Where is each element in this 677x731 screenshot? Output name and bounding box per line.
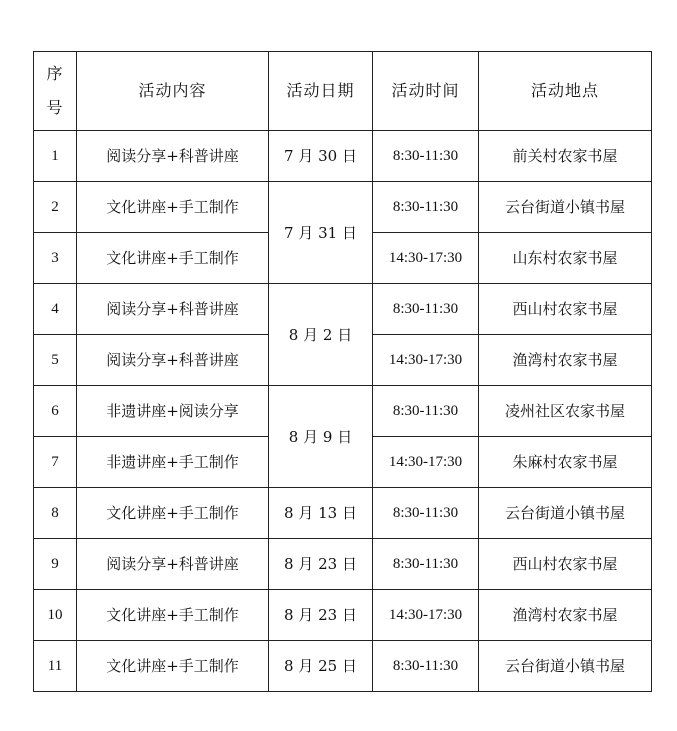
- content-cell: 非遗讲座+阅读分享: [77, 386, 269, 437]
- content-cell: 文化讲座+手工制作: [77, 488, 269, 539]
- header-content: 活动内容: [77, 52, 269, 131]
- table-row: [34, 182, 652, 233]
- place-cell: 云台街道小镇书屋: [479, 641, 652, 692]
- place-cell: 西山村农家书屋: [479, 539, 652, 590]
- header-time: 活动时间: [373, 52, 479, 131]
- time-cell: 8:30-11:30: [373, 131, 479, 182]
- header-row: [34, 52, 652, 131]
- seq-cell: 3: [34, 233, 77, 284]
- date-cell: 8 月 25 日: [269, 641, 373, 692]
- header-place: 活动地点: [479, 52, 652, 131]
- seq-cell: 4: [34, 284, 77, 335]
- time-cell: 8:30-11:30: [373, 539, 479, 590]
- content-cell: 文化讲座+手工制作: [77, 590, 269, 641]
- header-date: 活动日期: [269, 52, 373, 131]
- place-cell: 渔湾村农家书屋: [479, 590, 652, 641]
- header-seq: [34, 52, 77, 131]
- content-cell: 阅读分享+科普讲座: [77, 131, 269, 182]
- content-cell: 文化讲座+手工制作: [77, 233, 269, 284]
- table-row: [34, 641, 652, 692]
- time-cell: 8:30-11:30: [373, 284, 479, 335]
- content-cell: 阅读分享+科普讲座: [77, 335, 269, 386]
- seq-cell: 7: [34, 437, 77, 488]
- table-row: [34, 284, 652, 335]
- content-cell: 文化讲座+手工制作: [77, 641, 269, 692]
- time-cell: 8:30-11:30: [373, 641, 479, 692]
- date-cell: 8 月 9 日: [269, 386, 373, 488]
- time-cell: 8:30-11:30: [373, 488, 479, 539]
- seq-cell: 10: [34, 590, 77, 641]
- date-cell: 7 月 30 日: [269, 131, 373, 182]
- seq-cell: 8: [34, 488, 77, 539]
- time-cell: 14:30-17:30: [373, 233, 479, 284]
- content-cell: 阅读分享+科普讲座: [77, 539, 269, 590]
- time-cell: 8:30-11:30: [373, 386, 479, 437]
- content-cell: 文化讲座+手工制作: [77, 182, 269, 233]
- place-cell: 西山村农家书屋: [479, 284, 652, 335]
- seq-cell: 11: [34, 641, 77, 692]
- table-row: [34, 488, 652, 539]
- table-row: [34, 590, 652, 641]
- time-cell: 14:30-17:30: [373, 335, 479, 386]
- content-cell: 阅读分享+科普讲座: [77, 284, 269, 335]
- seq-cell: 5: [34, 335, 77, 386]
- table-row: [34, 386, 652, 437]
- place-cell: 凌州社区农家书屋: [479, 386, 652, 437]
- time-cell: 14:30-17:30: [373, 590, 479, 641]
- date-cell: 8 月 23 日: [269, 539, 373, 590]
- seq-cell: 9: [34, 539, 77, 590]
- content-cell: 非遗讲座+手工制作: [77, 437, 269, 488]
- table-row: [34, 131, 652, 182]
- date-cell: 8 月 2 日: [269, 284, 373, 386]
- time-cell: 8:30-11:30: [373, 182, 479, 233]
- place-cell: 朱麻村农家书屋: [479, 437, 652, 488]
- date-cell: 8 月 13 日: [269, 488, 373, 539]
- seq-cell: 6: [34, 386, 77, 437]
- place-cell: 前关村农家书屋: [479, 131, 652, 182]
- header-seq-line2: 号: [46, 98, 64, 117]
- place-cell: 云台街道小镇书屋: [479, 182, 652, 233]
- place-cell: 渔湾村农家书屋: [479, 335, 652, 386]
- header-seq-line1: 序: [46, 64, 64, 83]
- seq-cell: 2: [34, 182, 77, 233]
- place-cell: 山东村农家书屋: [479, 233, 652, 284]
- seq-cell: 1: [34, 131, 77, 182]
- time-cell: 14:30-17:30: [373, 437, 479, 488]
- table-row: [34, 539, 652, 590]
- activity-schedule-table: [33, 51, 652, 692]
- place-cell: 云台街道小镇书屋: [479, 488, 652, 539]
- date-cell: 7 月 31 日: [269, 182, 373, 284]
- date-cell: 8 月 23 日: [269, 590, 373, 641]
